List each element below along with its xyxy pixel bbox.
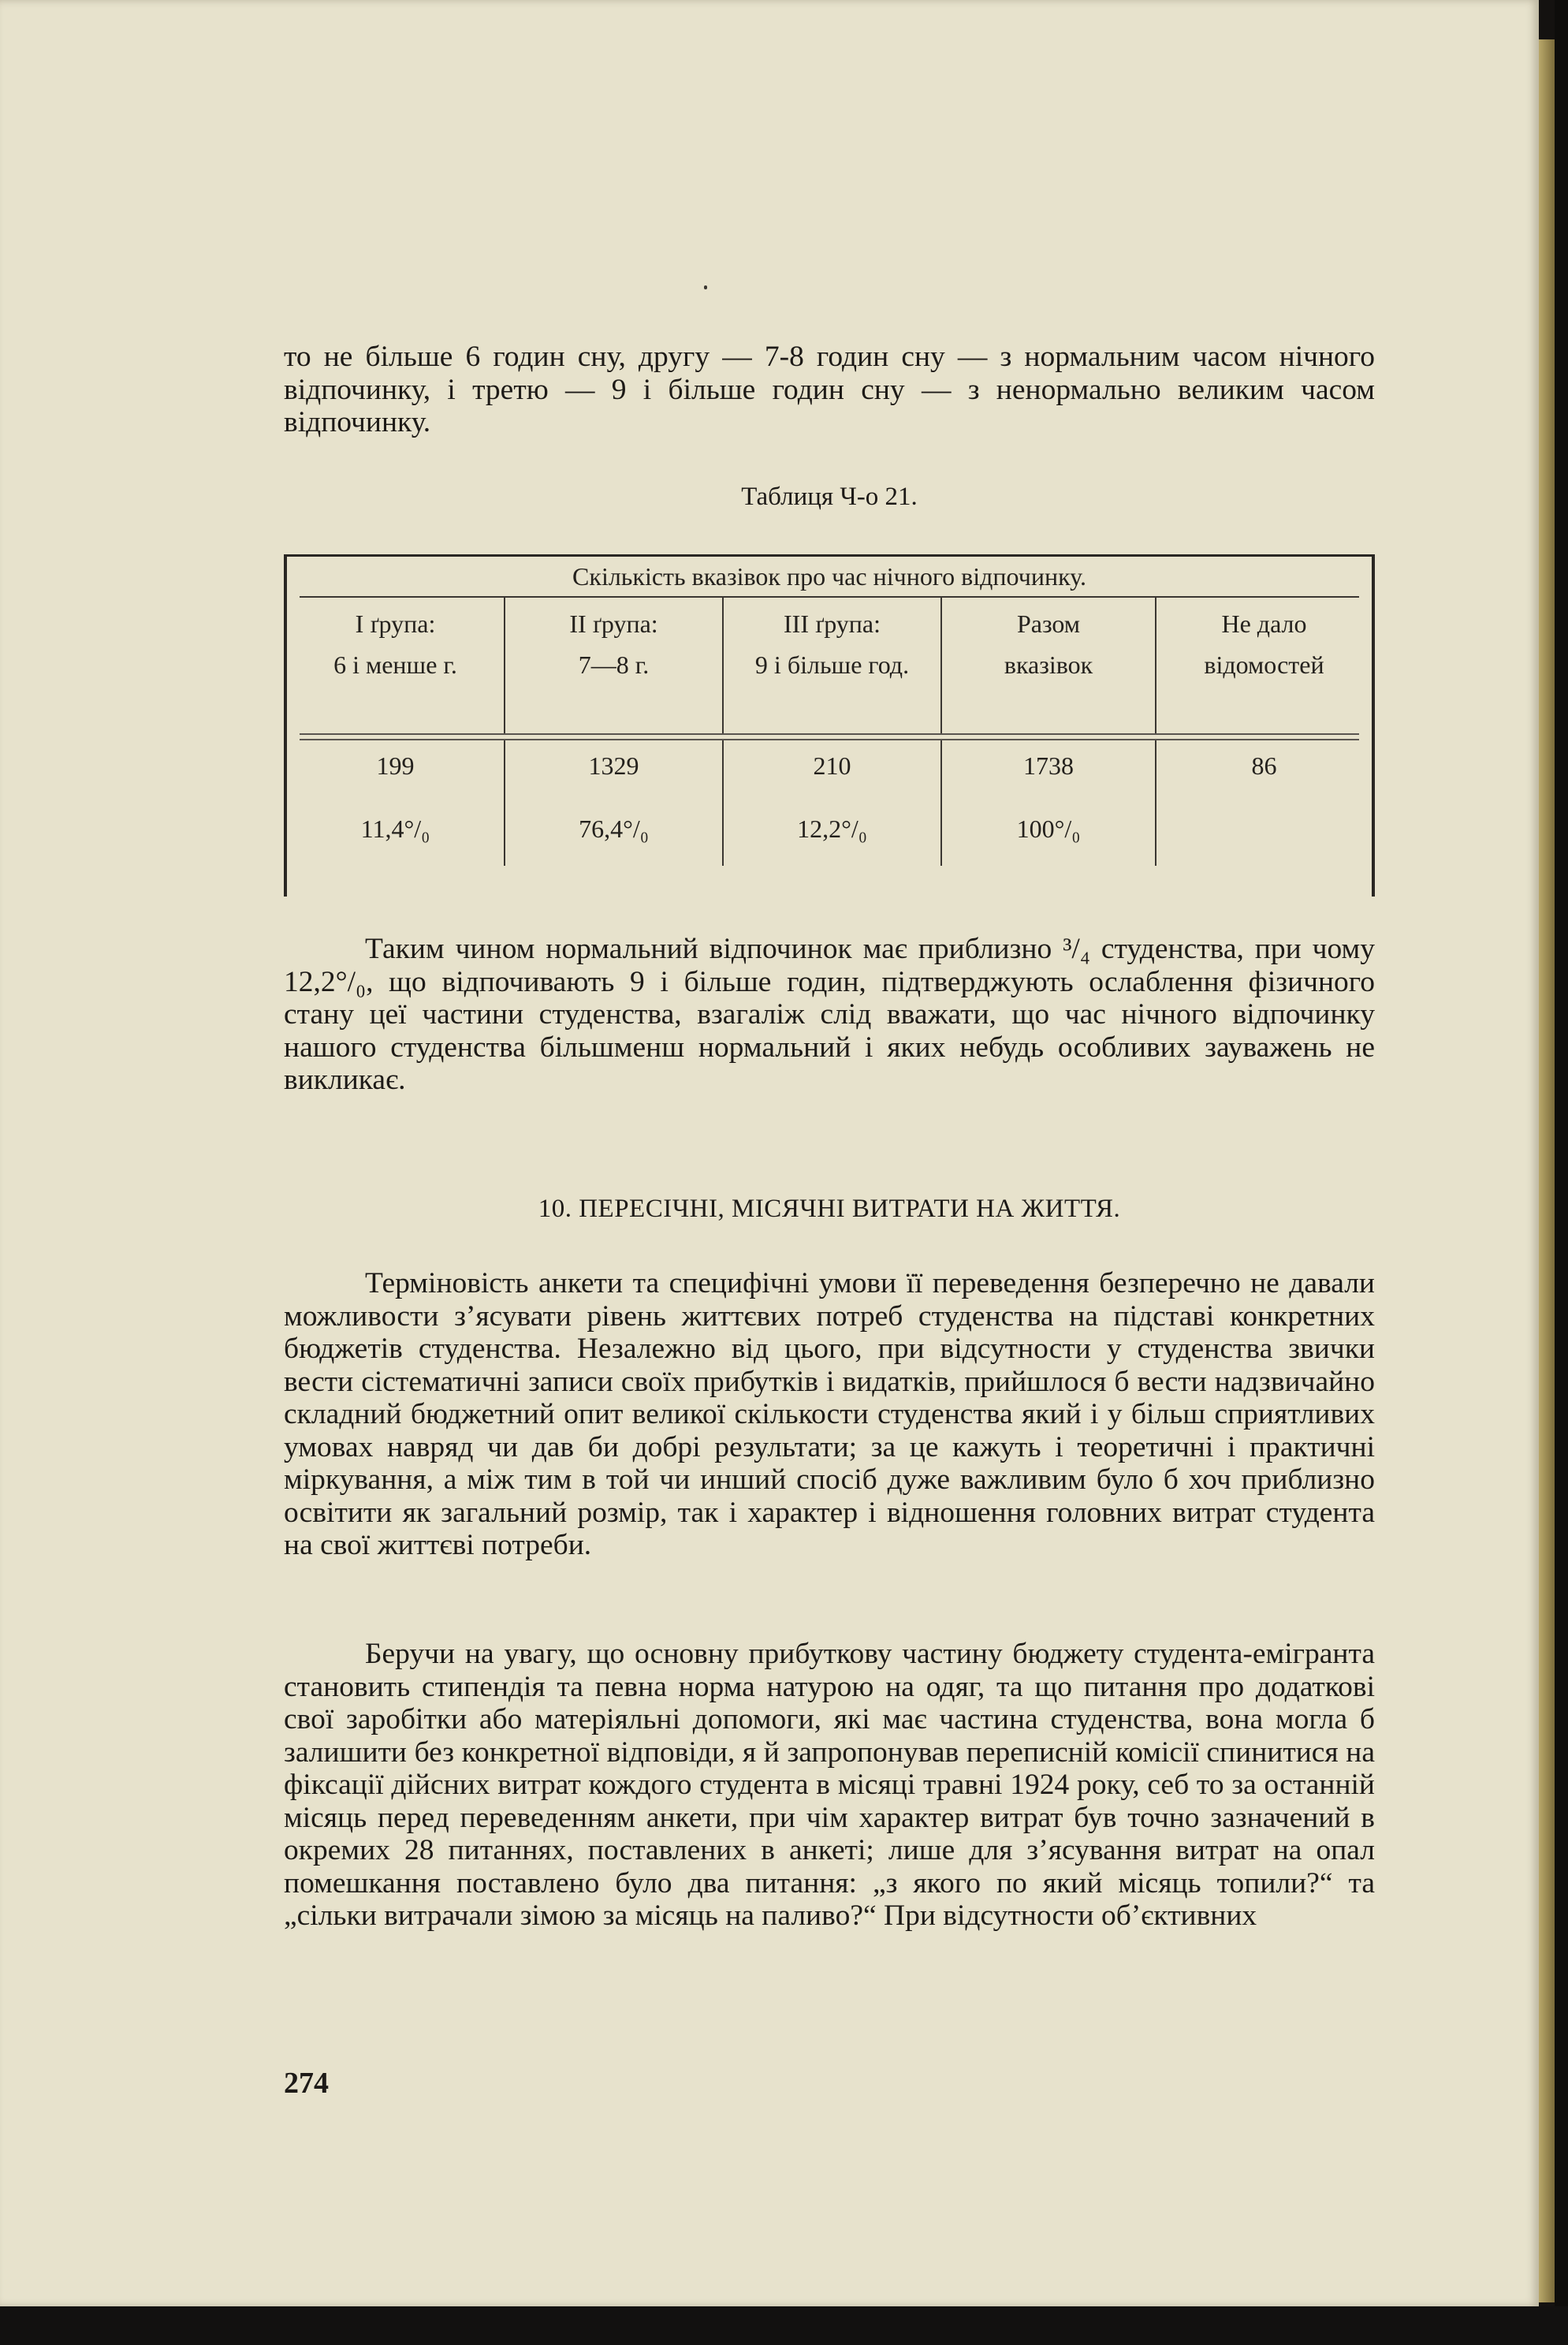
scan-border	[0, 2306, 1568, 2345]
column-header-line: Разом	[1016, 610, 1081, 638]
column-header-line: Не дало	[1221, 610, 1307, 638]
table-span-header: Скількість вказівок про час нічного відпочинку.	[572, 562, 1086, 591]
column-header-line: II ґрупа:	[569, 610, 658, 638]
column-header	[942, 603, 1155, 685]
column-header-line: III ґрупа:	[784, 610, 881, 638]
table-cell-count: 210	[813, 751, 851, 780]
page-number: 274	[284, 2067, 329, 2100]
table-top-rule	[284, 554, 1375, 557]
column-header-line: 9 і більше год.	[754, 651, 910, 679]
column-header-line: 7—8 г.	[578, 651, 650, 679]
table-double-rule	[300, 739, 1359, 740]
sleep-hours-table	[284, 554, 1375, 897]
table-right-border	[1372, 554, 1375, 897]
intro-paragraph: то не більше 6 годин сну, другу — 7-8 годин сну — з нормальним часом нічного відпочинку, і третю — 9 і більше годин сну — з ненормально великим часом відпочинку.	[284, 341, 1375, 438]
table-double-rule	[300, 733, 1359, 735]
table-cell-count: 199	[376, 751, 415, 780]
column-header-line: I ґрупа:	[355, 610, 436, 638]
table-cell-percent: 12,2°/₀	[797, 815, 867, 843]
column-header	[724, 603, 940, 685]
column-header	[505, 603, 722, 685]
table-cell-count: 86	[1251, 751, 1277, 780]
column-header	[287, 603, 504, 685]
table-cell-percent: 100°/₀	[1016, 815, 1081, 843]
ink-speck	[704, 285, 707, 289]
paragraph-after-table: Таким чином нормальний відпочинок має приблизно ³/₄ студенства, при чому 12,2°/₀, що відпочивають 9 і більше годин, підтверджують ослаблення фізичного стану цеї частини студенства, взагаліж слід вважати, що час нічного відпочинку нашого студенства більшменш нормальний і яких небудь особливих зауважень не викликає.	[284, 933, 1375, 1096]
table-cell-count: 1738	[1023, 751, 1074, 780]
table-cell-percent: 76,4°/₀	[579, 815, 649, 843]
binding-shadow	[1555, 0, 1568, 2345]
section-heading: 10. ПЕРЕСІЧНІ, МІСЯЧНІ ВИТРАТИ НА ЖИТТЯ.	[538, 1195, 1121, 1223]
body-paragraph-1: Терміновість анкети та специфічні умови її переведення безперечно не давали можливости з’ясувати рівень життєвих потреб студенства на підставі конкретних бюджетів студенства. Незалежно від цього, при відсутности у студенства звички вести сістематичні записи своїх прибутків і видатків, прийшлося б вести надзвичайно складний бюджетний опит великої скількости студенства який і у більш сприятливих умовах навряд чи дав би добрі результати; за це кажуть і теоретичні і практичні міркування, а між тим в той чи инший спосіб дуже важливим було б хоч приблизно освітити як загальний розмір, так і характер і відношення головних витрат студента на свої життєві потреби.	[284, 1267, 1375, 1561]
table-cell-percent: 11,4°/₀	[360, 815, 430, 843]
column-header	[1156, 603, 1372, 685]
column-header-line: відомостей	[1204, 651, 1324, 679]
table-caption: Таблиця Ч-о 21.	[741, 483, 918, 511]
table-cell-count: 1329	[588, 751, 639, 780]
column-header-line: вказівок	[1004, 651, 1093, 679]
page-edge	[1539, 39, 1555, 2302]
body-paragraph-2: Беручи на увагу, що основну прибуткову частину бюджету студента-емігранта становить стипендія та певна норма натурою на одяг, та що питання про додаткові свої заробітки або матеріяльні допомоги, які має частина студенства, вона могла б залишити без конкретної відповіди, я й запропонував переписній комісії спинитися на фіксації дійсних витрат кождого студента в місяці травні 1924 року, себ то за останній місяць перед переведенням анкети, при чім характер витрат був точно зазначений в окремих 28 питаннях, поставлених в анкеті; лише для з’ясування витрат на опал помешкання поставлено було два питання: „з якого по який місяць топили?“ та „сільки витрачали зімою за місяць на паливо?“ При відсутности об’єктивних	[284, 1638, 1375, 1932]
table-header-rule	[300, 596, 1359, 598]
column-header-line: 6 і менше г.	[333, 651, 457, 679]
